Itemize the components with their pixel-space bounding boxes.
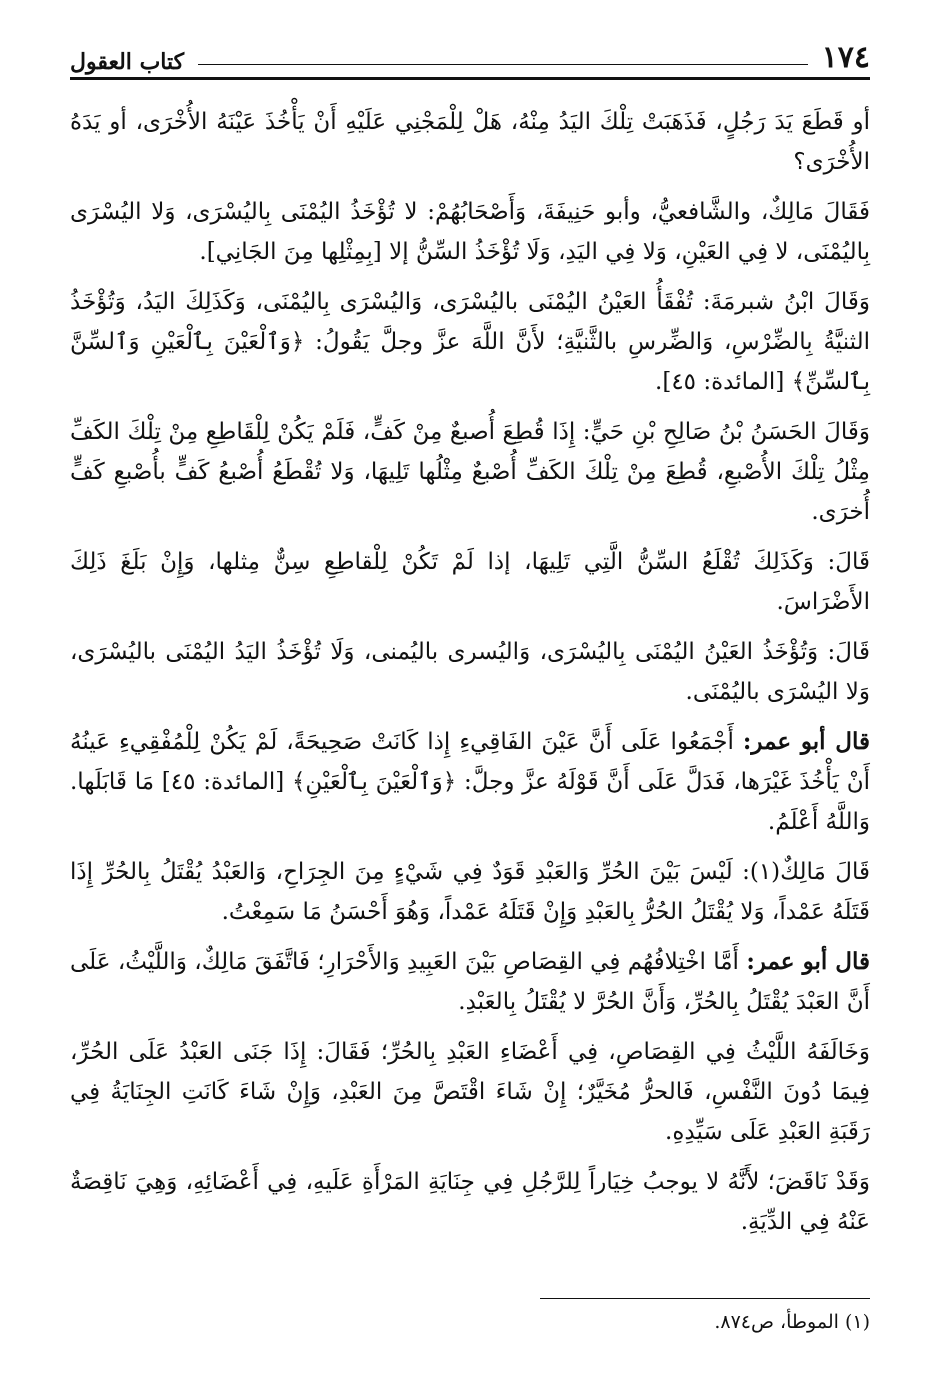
paragraph xyxy=(70,192,870,272)
footnote: (١) الموطأ، ص٨٧٤. xyxy=(714,1311,870,1333)
paragraph xyxy=(70,102,870,182)
paragraph-text: أو قَطَعَ يَدَ رَجُلٍ، فَذَهَبَتْ تِلْكَ اليَدُ مِنْهُ، هَلْ لِلْمَجْنِي عَلَيْهِ أَنْ يَأْخُذَ عَيْنَهُ الأُخْرَى، أو يَدَهُ الأُخْرَى؟ xyxy=(70,109,870,175)
paragraph xyxy=(70,722,870,842)
paragraph xyxy=(70,1162,870,1242)
paragraph xyxy=(70,852,870,932)
paragraph-text: وَقَدْ نَاقَضَ؛ لأَنَّهُ لا يوجبُ خِيَاراً لِلرَّجُلِ فِي جِنَايَةِ المَرْأَةِ عَلَيهِ، فِي أَعْضَائِهِ، وَهِيَ نَاقِصَةٌ عَنْهُ فِي الدِّيَةِ. xyxy=(70,1169,870,1235)
footnote-rule xyxy=(540,1298,870,1299)
paragraph xyxy=(70,542,870,622)
paragraph xyxy=(70,632,870,712)
paragraph-text: وَقَالَ الحَسَنُ بْنُ صَالِحِ بْنِ حَيٍّ: إِذَا قُطِعَ أُصبعٌ مِنْ كَفٍّ، فَلَمْ يَكُنْ لِلْقَاطِعِ مِنْ تِلْكَ الكَفِّ مِثْلُ تِلْكَ الأُصْبعِ، قُطِعَ مِنْ تِلْكَ الكَفِّ أُصْبعٌ مِثْلُها تَلِيهَا، وَلا تُقْطَعُ أُصْبعُ كَفٍّ بأُصْبعِ كَفٍّ أُخرَى. xyxy=(70,419,870,525)
paragraph xyxy=(70,412,870,532)
paragraph-text: وَخَالَفَهُ اللَّيْثُ فِي القِصَاصِ، فِي أَعْضَاءِ العَبْدِ بِالحُرِّ؛ فَقَالَ: إِذَا جَنَى العَبْدُ عَلَى الحُرِّ، فِيمَا دُونَ النَّفْسِ، فَالحرُّ مُخَيَّرٌ؛ إِنْ شَاءَ اقْتَصَّ مِنَ العَبْدِ، وَإِنْ شَاءَ كَانَتِ الجِنَايَةُ فِي رَقَبَةِ العَبْدِ عَلَى سَيِّدِهِ. xyxy=(70,1039,870,1145)
paragraph-text: أَمَّا اخْتِلافُهُم فِي القِصَاصِ بَيْنَ العَبِيدِ وَالأَحْرَارِ؛ فَاتَّفَقَ مَالِكٌ، وَاللَّيْثُ، عَلَى أَنَّ العَبْدَ يُقْتَلُ بِالحُرِّ، وَأَنَّ الحُرَّ لا يُقْتَلُ بِالعَبْدِ. xyxy=(70,949,870,1015)
paragraph-text: فَقَالَ مَالِكٌ، والشَّافعيُّ، وأبو حَنِيفَةَ، وَأَصْحَابُهُمْ: لا تُؤْخَذُ اليُمْنَى بِاليُسْرَى، وَلا اليُسْرَى بِاليُمْنَى، لا فِي العَيْنِ، وَلا فِي اليَدِ، وَلَا تُؤْخَذُ السِّنُّ إلا [بِمِثْلِها مِنَ الجَانِي]. xyxy=(70,199,870,265)
page-number: ١٧٤ xyxy=(821,40,870,75)
paragraph-text: قَالَ: وَكَذَلِكَ تُقْلَعُ السِّنُّ الَّتِي تَلِيهَا، إذا لَمْ تَكُنْ لِلْقاطِعِ سِنٌّ مِثلها، وَإِنْ بَلَغَ ذَلِكَ الأَضْرَاسَ. xyxy=(70,549,870,615)
paragraph xyxy=(70,942,870,1022)
page-header xyxy=(70,40,870,80)
paragraph-lead: قال أبو عمر: xyxy=(742,728,871,755)
paragraph xyxy=(70,282,870,402)
header-rule xyxy=(198,64,808,65)
running-title: كتاب العقول xyxy=(70,49,185,75)
paragraph-text: وَقَالَ ابْنُ شبرمَةَ: تُفْقَأُ العَيْنُ اليُمْنَى باليُسْرَى، وَاليُسْرَى بِاليُمْنَى، وَكَذَلِكَ اليَدُ، وَتُؤْخَذُ الثنيَّةُ بِالضِّرْسِ، وَالضِّرسِ بالثَّنيَّةِ؛ لأَنَّ اللَّهَ عزَّ وجلَّ يَقُولُ: ﴿وَٱلْعَيْنَ بِٱلْعَيْنِ وَٱلسِّنَّ بِٱلسِّنِّ﴾ [المائدة: ٤٥]. xyxy=(70,289,870,395)
paragraph xyxy=(70,1032,870,1152)
paragraph-text: قَالَ مَالِكٌ(١): لَيْسَ بَيْنَ الحُرِّ وَالعَبْدِ قَوَدٌ فِي شَيْءٍ مِنَ الجِرَاحِ، وَالعَبْدُ يُقْتَلُ بِالحُرِّ إِذَا قَتَلَهُ عَمْداً، وَلا يُقْتَلُ الحُرُّ بِالعَبْدِ وَإِنْ قَتَلَهُ عَمْداً، وَهُوَ أَحْسَنُ مَا سَمِعْتُ. xyxy=(70,859,870,925)
paragraph-lead: قال أبو عمر: xyxy=(746,948,870,975)
paragraph-text: أَجْمَعُوا عَلَى أَنَّ عَيْنَ الفَاقِيءِ إِذا كَانَتْ صَحِيحَةً، لَمْ يَكُنْ لِلْمُفْقِيءِ عَينُهُ أَنْ يَأْخُذَ غَيْرَها، فَدَلَّ عَلَى أَنَّ قَوْلَهُ عزَّ وجلَّ: ﴿وَٱلْعَيْنَ بِٱلْعَيْنِ﴾ [المائدة: ٤٥] مَا قَابَلَها. وَاللَّهُ أَعْلَمُ. xyxy=(70,729,870,835)
paragraph-text: قَالَ: وَتُؤْخَذُ العَيْنُ اليُمْنَى بِاليُسْرَى، وَاليُسرى باليُمنى، وَلَا تُؤْخَذُ اليَدُ اليُمْنَى باليُسْرَى، وَلا اليُسْرَى باليُمْنَى. xyxy=(70,639,870,705)
document-page xyxy=(70,40,870,1370)
page-body xyxy=(70,102,870,1242)
